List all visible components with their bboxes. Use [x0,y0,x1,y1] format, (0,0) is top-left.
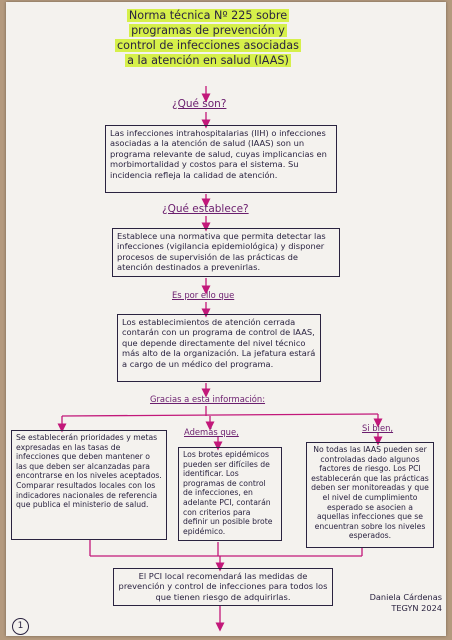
signature [346,592,442,614]
box-priorities: Se establecerán prioridades y metas expresadas en las tasas de infecciones que deben mantener o las que deben ser alcanzadas para encontrarse en los niveles aceptados. Comparar resultados locales con los indicadores nacionales de referencia que publica el ministerio de salud. [11,430,167,540]
label-therefore: Es por ello que [172,290,235,300]
box-risk-factors: No todas las IAAS pueden ser controladas dado algunos factores de riesgo. Los PCI establecerán que las prácticas deben ser monitoreadas y que el nivel de cumplimiento esperado se asocien a aquellas infecciones que se encuentran sobre los niveles esperados. [306,442,434,548]
question-what-are: ¿Qué son? [172,98,227,110]
label-although: Si bien, [362,423,394,433]
page-title [112,8,304,68]
box-definition: Las infecciones intrahospitalarias (IIH) o infecciones asociadas a la atención de salud (IAAS) son un programa relevante de salud, cuyas implicancias en morbimortalidad y costos para el sistema. Su incidencia refleja la calidad de atención. [105,125,337,193]
label-also: Además que, [184,427,239,437]
label-thanks-to-info: Gracias a esta información: [150,394,266,404]
box-local-pci: El PCI local recomendará las medidas de prevención y control de infecciones para todos los que tienen riesgo de adquirirlas. [113,568,333,606]
question-what-establishes: ¿Qué establece? [162,203,249,215]
box-establishes: Establece una normativa que permita detectar las infecciones (vigilancia epidemiológica) y disponer procesos de supervisión de las prácticas de atención destinados a prevenirlas. [112,228,340,277]
signature-code: TEGYN 2024 [391,603,442,613]
title-highlight: Norma técnica Nº 225 sobre programas de prevención y control de infecciones asociadas a la atención en salud (IAAS) [117,9,299,67]
signature-name: Daniela Cárdenas [369,592,442,602]
page-number: 1 [12,618,29,635]
box-establishments: Los establecimientos de atención cerrada contarán con un programa de control de IAAS, que depende directamente del nivel técnico más alto de la organización. La jefatura estará a cargo de un médico del programa. [117,314,321,382]
box-outbreaks: Los brotes epidémicos pueden ser difíciles de identificar. Los programas de control de infecciones, en adelante PCI, contarán con criterios para definir un posible brote epidémico. [178,447,282,541]
branch-horizontal [62,414,378,416]
